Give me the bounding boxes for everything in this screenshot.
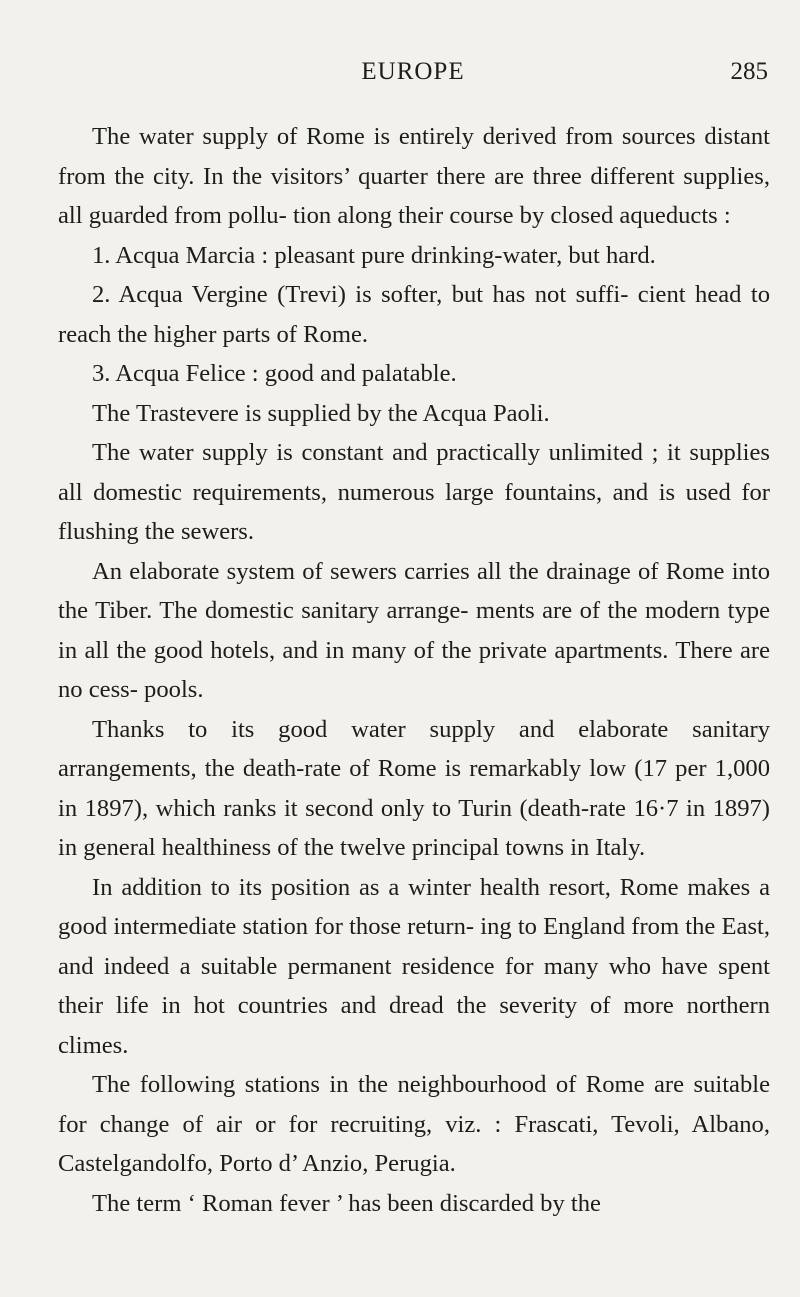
paragraph-health-resort: In addition to its position as a winter health resort, Rome makes a good intermediate station for those return- ing to England from the East, and indeed a suitable permanent residence for many who have spent their life in hot countries and dread the severity of more northern climes.: [58, 873, 770, 1059]
paragraph-death-rate: Thanks to its good water supply and elaborate sanitary arrangements, the death-rate of Rome is remarkably low (17 per 1,000 in 1897), which ranks it second only to Turin (death-rate 16·7 in 1897) in general healthiness of the twelve principal towns in Italy.: [58, 715, 770, 861]
page-number: 285: [730, 58, 768, 85]
paragraph-acqua-marcia: 1. Acqua Marcia : pleasant pure drinking-water, but hard.: [92, 241, 656, 269]
paragraph-stations: The following stations in the neighbourhood of Rome are suitable for change of air or for recruiting, viz. : Frascati, Tevoli, Albano, Castelgandolfo, Porto d’ Anzio, Perugia.: [58, 1071, 770, 1177]
running-header: [58, 58, 768, 92]
body-text: [58, 117, 770, 1223]
header-title: EUROPE: [361, 58, 465, 85]
paragraph-sewers: An elaborate system of sewers carries all the drainage of Rome into the Tiber. The domestic sanitary arrange- ments are of the modern type in all the good hotels, and in many of the private apartments. There are no cess- pools.: [58, 557, 770, 703]
paragraph-roman-fever: The term ‘ Roman fever ’ has been discarded by the: [92, 1189, 601, 1217]
paragraph-water-constant: The water supply is constant and practically unlimited ; it supplies all domestic requirements, numerous large fountains, and is used for flushing the sewers.: [58, 439, 770, 545]
paragraph-acqua-vergine: 2. Acqua Vergine (Trevi) is softer, but has not suffi- cient head to reach the higher parts of Rome.: [58, 281, 770, 348]
paragraph-water-supply-intro: The water supply of Rome is entirely derived from sources distant from the city. In the visitors’ quarter there are three different supplies, all guarded from pollu- tion along their course by closed aqueducts :: [58, 123, 770, 229]
paragraph-trastevere: The Trastevere is supplied by the Acqua Paoli.: [92, 399, 550, 427]
paragraph-acqua-felice: 3. Acqua Felice : good and palatable.: [92, 360, 457, 387]
